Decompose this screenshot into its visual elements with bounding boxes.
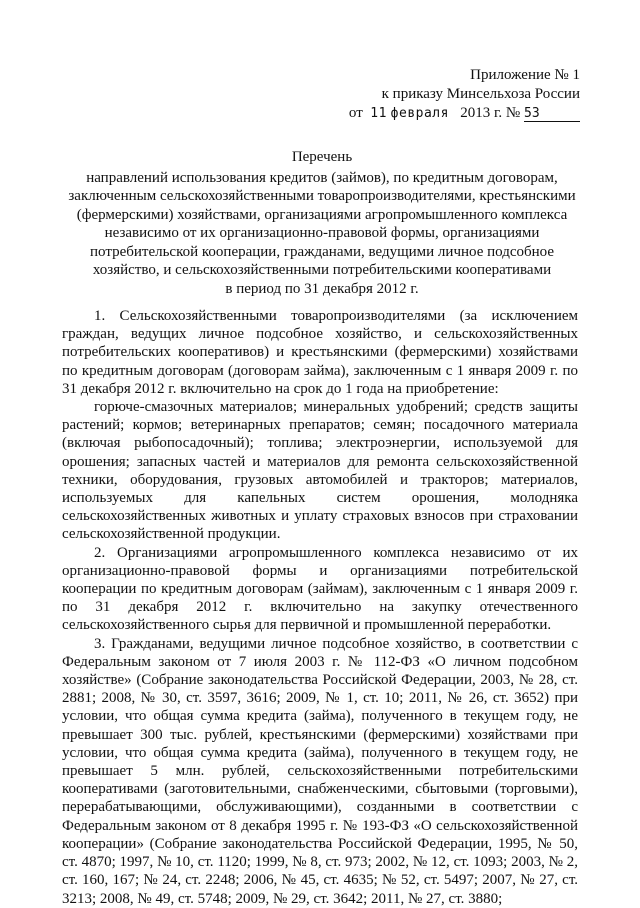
paragraph-1: 1. Сельскохозяйственными товаропроизводителями (за исключением граждан, ведущих личное подсобное хозяйство, и сельскохозяйственных потребительских кооперативов) и крестьянскими (фермерскими) хозяйствами по кредитным договорам (договорам займа), заключенным с 1 января 2009 г. по 31 декабря 2012 г. включительно на срок до 1 года на приобретение: [62,308,578,397]
date-prefix: от [348,105,363,121]
date-month: февраля [390,106,449,121]
date-day: 11 [370,106,387,121]
title-line: (фермерскими) хозяйствами, организациями агропромышленного комплекса [76,206,568,223]
document-body [62,307,578,908]
title-line: заключенным сельскохозяйственными товаропроизводителями, крестьянскими [68,188,576,204]
title-line: потребительской кооперации, гражданами, ведущими личное подсобное [90,243,554,260]
title-heading: Перечень [291,149,353,165]
date-year: 2013 г. № [460,105,521,121]
paragraph-2: 2. Организациями агропромышленного комплекса независимо от их организационно-правовой формы и организациями потребительской кооперации по кредитным договорам (займам), заключенным с 1 января 2009 г. по 31 декабря 2012 г. включительно на закупку отечественного сельскохозяйственного сырья для первичной и промышленной переработки. [62,544,578,634]
paragraph-3: 3. Гражданами, ведущими личное подсобное хозяйство, в соответствии с Федеральным законом от 7 июля 2003 г. № 112-ФЗ «О личном подсобном хозяйстве» (Собрание законодательства Российской Федерации, 2003, № 28, ст. 2881; 2008, № 30, ст. 3597, 3616; 2009, № 1, ст. 10; 2011, № 26, ст. 3652) при условии, что общая сумма кредита (займа), полученного в текущем году, не превышает 300 тыс. рублей, крестьянскими (фермерскими) хозяйствами при условии, что общая сумма кредита (займа), полученного в текущем году, не превышает 5 млн. рублей, сельскохозяйственными потребительскими кооперативами (заготовительными, снабженческими, сбытовыми (торговыми), перерабатывающими, обслуживающими), созданными в соответствии с Федеральным законом от 8 декабря 1995 г. № 193-ФЗ «О сельскохозяйственной кооперации» (Собрание законодательства Российской Федерации, 1995, № 50, ст. 4870; 1997, № 10, ст. 1120; 1999, № 8, ст. 973; 2002, № 12, ст. 1093; 2003, № 2, ст. 160, 167; № 24, ст. 2248; 2006, № 45, ст. 4635; № 52, ст. 5497; 2007, № 27, ст. 3213; 2008, № 49, ст. 5748; 2009, № 29, ст. 3642; 2011, № 27, ст. 3880; [62,635,578,907]
title-line: в период по 31 декабря 2012 г. [225,280,419,297]
appendix-number: Приложение № 1 [470,67,580,83]
appendix-date-line [349,104,580,123]
appendix-order-ref: к приказу Минсельхоза России [381,86,580,102]
document-title [56,148,588,298]
paragraph-1-list: горюче-смазочных материалов; минеральных удобрений; средств защиты растений; кормов; ветеринарных препаратов; семян; посадочного материала (включая рыбопосадочный); топлива; электроэнергии, используемой для орошения; запасных частей и материалов для ремонта сельскохозяйственной техники, оборудования, грузовых автомобилей и тракторов; материалов, используемых для капельных систем орошения, молодняка сельскохозяйственных животных и уплату страховых взносов при страховании сельскохозяйственной продукции. [62,399,578,543]
appendix-header [349,66,580,123]
title-line: хозяйство, и сельскохозяйственными потребительскими кооперативами [92,262,552,278]
title-line: независимо от их организационно-правовой формы, организациями [104,225,540,241]
order-number: 53 [524,106,580,122]
title-line: направлений использования кредитов (займов), по кредитным договорам, [86,169,558,186]
